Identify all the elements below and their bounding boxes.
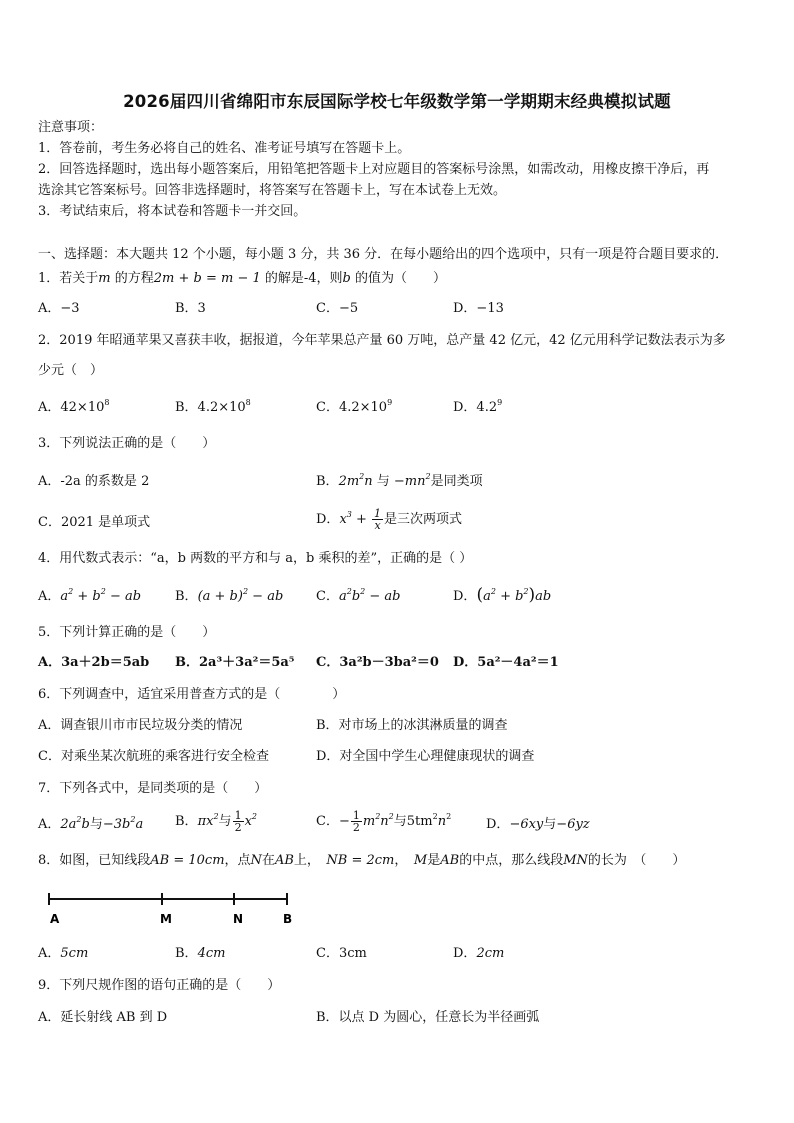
option-d: D．2cm <box>453 946 505 961</box>
var-b: b <box>342 271 351 286</box>
option-a: A．3a＋2b＝5ab <box>38 655 150 670</box>
question-4: 4．用代数式表示：“a，b 两数的平方和与 a，b 乘积的差”，正确的是（ ） <box>38 551 473 566</box>
q1-text: 1．若关于 <box>38 271 99 286</box>
point-label-b: B <box>283 912 293 926</box>
option-a: A．−3 <box>38 301 80 316</box>
equation: 2m + b = m − 1 <box>153 271 261 286</box>
option-d: D．$(a^2 + b^2)ab$ <box>453 585 552 605</box>
question-7: 7．下列各式中，是同类项的是（ ） <box>38 781 268 796</box>
option-b: B．$4.2\times 10^8$ <box>175 398 251 415</box>
option-c: C．3cm <box>316 946 367 961</box>
point-label-m: M <box>160 912 172 926</box>
notice-item: 1．答卷前，考生务必将自己的姓名、准考证号填写在答题卡上。 <box>38 141 411 156</box>
notice-heading: 注意事项： <box>38 120 104 135</box>
option-a: A．-2a 的系数是 2 <box>38 474 150 489</box>
notice-item: 3．考试结束后，将本试卷和答题卡一并交回。 <box>38 204 307 219</box>
option-c: C．−5 <box>316 301 359 316</box>
option-d: D．对全国中学生心理健康现状的调查 <box>316 749 535 764</box>
option-c: C．对乘坐某次航班的乘客进行安全检查 <box>38 749 269 764</box>
option-c: C．2021 是单项式 <box>38 515 151 530</box>
option-b: B．对市场上的冰淇淋质量的调查 <box>316 718 508 733</box>
option-d: D．5a²－4a²＝1 <box>453 655 559 670</box>
question-9: 9．下列尺规作图的语句正确的是（ ） <box>38 978 281 993</box>
option-a: A．调查银川市市民垃圾分类的情况 <box>38 718 243 733</box>
q1-text: 的值为（ ） <box>350 271 447 286</box>
question-5: 5．下列计算正确的是（ ） <box>38 625 216 640</box>
option-a: A．$42\times 10^8$ <box>38 398 110 415</box>
page-title: 2026届四川省绵阳市东辰国际学校七年级数学第一学期期末经典模拟试题 <box>123 92 671 111</box>
notice-item: 选涂其它答案标号。回答非选择题时，将答案写在答题卡上，写在本试卷上无效。 <box>38 183 507 198</box>
option-d: D．−13 <box>453 301 504 316</box>
option-d: D．$x^3$ + $\frac{1}{x}$ 是三次两项式 <box>316 507 463 532</box>
option-b: B．$\pi x^2$与 $\frac{1}{2}$ $x^2$ <box>175 809 257 834</box>
section-heading: 一、选择题：本大题共 12 个小题，每小题 3 分，共 36 分．在每小题给出的四个选项中，只有一项是符合题目要求的． <box>38 247 729 262</box>
option-c: C．3a²b－3ba²＝0 <box>316 655 439 670</box>
option-c: C．− $\frac{1}{2}$ $m^2n^2$与$5tm^2n^2$ <box>316 809 452 834</box>
option-b: B．$2m^2n$ 与 $-mn^2$是同类项 <box>316 472 483 489</box>
option-b: B．3 <box>175 301 206 316</box>
question-8: 8．如图，已知线段AB = 10cm，点N在AB上， NB = 2cm， M是AB的中点，那么线段MN的长为 （ ） <box>38 853 686 868</box>
option-b: B．$(a + b)^2$ − ab <box>175 587 284 604</box>
q1-text: 的解是-4，则 <box>260 271 343 286</box>
question-6: 6．下列调查中，适宜采用普查方式的是（ ） <box>38 687 346 702</box>
question-2: 2．2019 年昭通苹果又喜获丰收，据报道，今年苹果总产量 60 万吨，总产量 42 亿元，42 亿元用科学记数法表示为多 <box>38 333 726 348</box>
q1-text: 的方程 <box>110 271 154 286</box>
option-a: A．5cm <box>38 946 89 961</box>
question-1 <box>38 270 446 288</box>
option-b: B．4cm <box>175 946 226 961</box>
option-d: D．−6xy与−6yz <box>486 817 590 832</box>
option-a: A．$2a^2b$与$-3b^2a$ <box>38 815 144 832</box>
point-label-a: A <box>50 912 60 926</box>
option-c: C．$4.2\times 10^9$ <box>316 398 393 415</box>
var-m: m <box>98 271 111 286</box>
option-b: B．以点 D 为圆心，任意长为半径画弧 <box>316 1010 540 1025</box>
option-c: C．$a^2b^2$ − ab <box>316 587 401 604</box>
option-a: A．$a^2 + b^2$ − ab <box>38 587 142 604</box>
question-2-cont: 少元（ ） <box>38 363 104 378</box>
notice-item: 2．回答选择题时，选出每小题答案后，用铅笔把答题卡上对应题目的答案标号涂黑，如需改动，用橡皮擦干净后，再 <box>38 162 710 177</box>
question-3: 3．下列说法正确的是（ ） <box>38 436 216 451</box>
point-label-n: N <box>233 912 244 926</box>
option-a: A．延长射线 AB 到 D <box>38 1010 168 1025</box>
option-b: B．2a³＋3a²＝5a⁵ <box>175 655 295 670</box>
option-d: D．$4.2^9$ <box>453 398 503 415</box>
segment-diagram <box>40 888 300 930</box>
